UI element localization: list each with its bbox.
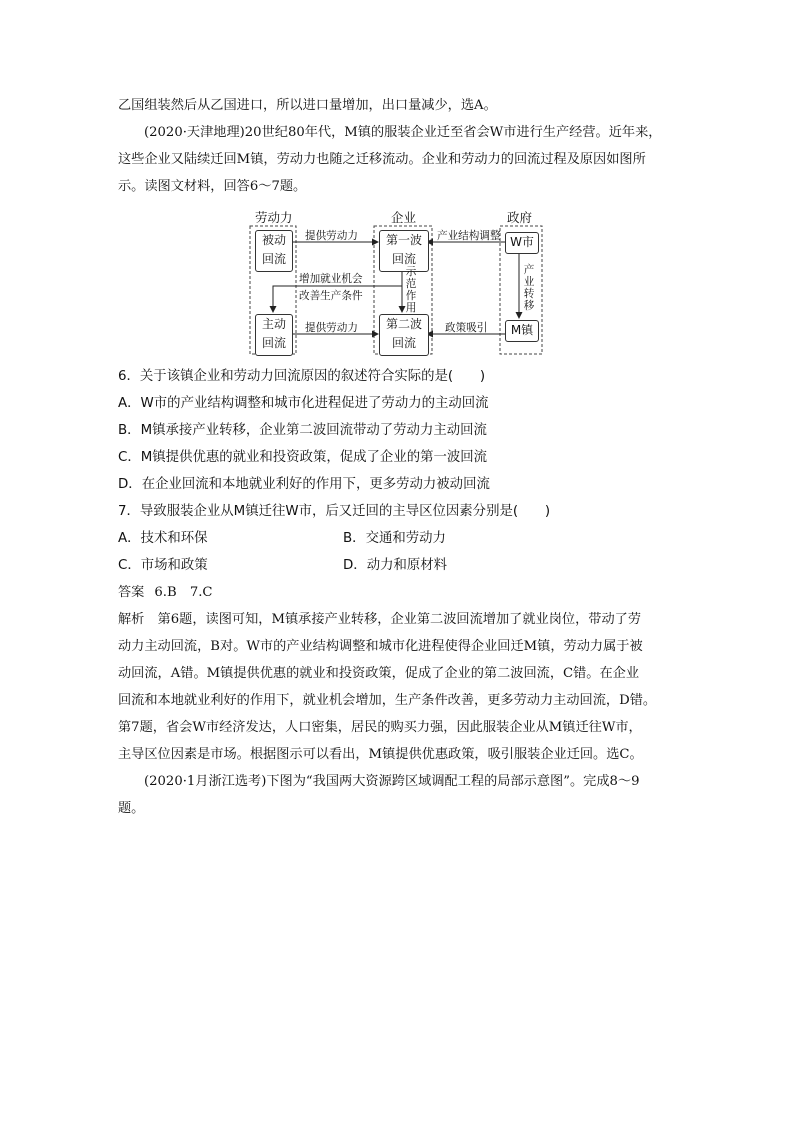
first-wave-box — [379, 230, 429, 272]
second-wave-text-2: 回流 — [391, 336, 416, 350]
passive-return-text-1: 被动 — [261, 233, 286, 247]
label-improve-conditions: 改善生产条件 — [299, 290, 363, 302]
label-industry-adjust: 产业结构调整 — [437, 230, 501, 242]
analysis-line-3: 动回流，A错。M镇提供优惠的就业和投资政策，促成了企业的第二波回流，C错。在企业 — [118, 666, 640, 681]
question-6-option-b: B．M镇承接产业转移，企业第二波回流带动了劳动力主动回流 — [118, 423, 487, 438]
analysis-line-4: 回流和本地就业利好的作用下，就业机会增加，生产条件改善，更多劳动力主动回流，D错。 — [118, 693, 657, 708]
w-city-text: W市 — [510, 235, 534, 249]
answer-line — [118, 584, 213, 602]
label-provide-labor-bottom: 提供劳动力 — [305, 322, 358, 334]
label-increase-jobs: 增加就业机会 — [299, 273, 363, 285]
label-industry-transfer — [523, 264, 535, 312]
analysis-line-6: 主导区位因素是市场。根据图示可以看出，M镇提供优惠政策，吸引服装企业迁回。选C。 — [118, 747, 643, 762]
header-government: 政府 — [507, 210, 533, 225]
intro-line-1: 乙国组装然后从乙国进口，所以进口量增加，出口量减少，选A。 — [118, 98, 497, 113]
question-6-stem: 6．关于该镇企业和劳动力回流原因的叙述符合实际的是( ) — [118, 369, 486, 384]
flow-diagram — [247, 208, 547, 356]
label-transfer-char: 业 — [523, 276, 535, 288]
label-demonstration-char: 范 — [405, 278, 417, 290]
question-7-option-b: B．交通和劳动力 — [343, 531, 446, 546]
label-demonstration-char: 作 — [405, 290, 417, 302]
label-demonstration-char: 示 — [405, 266, 417, 278]
question-6-option-d: D．在企业回流和本地就业利好的作用下，更多劳动力被动回流 — [118, 477, 490, 492]
second-wave-text-1: 第二波 — [385, 317, 422, 331]
answer-value: 6.B 7.C — [154, 585, 213, 600]
header-enterprise: 企业 — [391, 210, 417, 225]
header-labor: 劳动力 — [255, 210, 293, 225]
question-6-option-a: A．W市的产业结构调整和城市化进程促进了劳动力的主动回流 — [118, 396, 489, 411]
label-transfer-char: 转 — [523, 288, 535, 300]
label-provide-labor-top: 提供劳动力 — [305, 230, 358, 242]
label-demonstration-char: 用 — [405, 302, 417, 314]
w-city-box — [505, 232, 539, 254]
label-policy-attraction: 政策吸引 — [445, 322, 488, 334]
label-transfer-char: 产 — [523, 264, 535, 276]
intro-line-4: 示。读图文材料，回答6～7题。 — [118, 179, 307, 194]
label-transfer-char: 移 — [523, 300, 535, 312]
m-town-text: M镇 — [510, 323, 534, 337]
question-7-stem: 7．导致服装企业从M镇迁往W市，后又迁回的主导区位因素分别是( ) — [118, 504, 551, 519]
passive-return-box — [255, 230, 293, 272]
analysis-line-2: 动力主动回流，B对。W市的产业结构调整和城市化进程使得企业回迁M镇，劳动力属于被 — [118, 639, 643, 654]
active-return-box — [255, 314, 293, 356]
active-return-text-2: 回流 — [261, 336, 286, 350]
question-7-option-d: D．动力和原材料 — [343, 558, 448, 573]
active-return-text-1: 主动 — [261, 317, 286, 331]
intro-line-3: 这些企业又陆续迁回M镇，劳动力也随之迁移流动。企业和劳动力的回流过程及原因如图所 — [118, 152, 646, 167]
analysis-line-1: 解析 第6题，读图可知，M镇承接产业转移，企业第二波回流增加了就业岗位，带动了劳 — [118, 612, 642, 627]
answer-label: 答案 — [118, 585, 145, 600]
question-7-option-c: C．市场和政策 — [118, 558, 208, 573]
first-wave-text-2: 回流 — [391, 252, 416, 266]
next-intro-line-1: (2020·1月浙江选考)下图为“我国两大资源跨区域调配工程的局部示意图”。完成8～9 — [144, 774, 640, 789]
m-town-box — [505, 320, 539, 342]
analysis-line-5: 第7题，省会W市经济发达，人口密集，居民的购买力强，因此服装企业从M镇迁往W市， — [118, 720, 642, 735]
intro-line-2: (2020·天津地理)20世纪80年代，M镇的服装企业迁至省会W市进行生产经营。近年来， — [144, 125, 662, 140]
question-7-option-a: A．技术和环保 — [118, 531, 208, 546]
label-demonstration — [405, 266, 417, 314]
passive-return-text-2: 回流 — [261, 252, 286, 266]
question-6-option-c: C．M镇提供优惠的就业和投资政策，促成了企业的第一波回流 — [118, 450, 488, 465]
second-wave-box — [379, 314, 429, 356]
next-intro-line-2: 题。 — [118, 801, 145, 816]
first-wave-text-1: 第一波 — [385, 233, 422, 247]
